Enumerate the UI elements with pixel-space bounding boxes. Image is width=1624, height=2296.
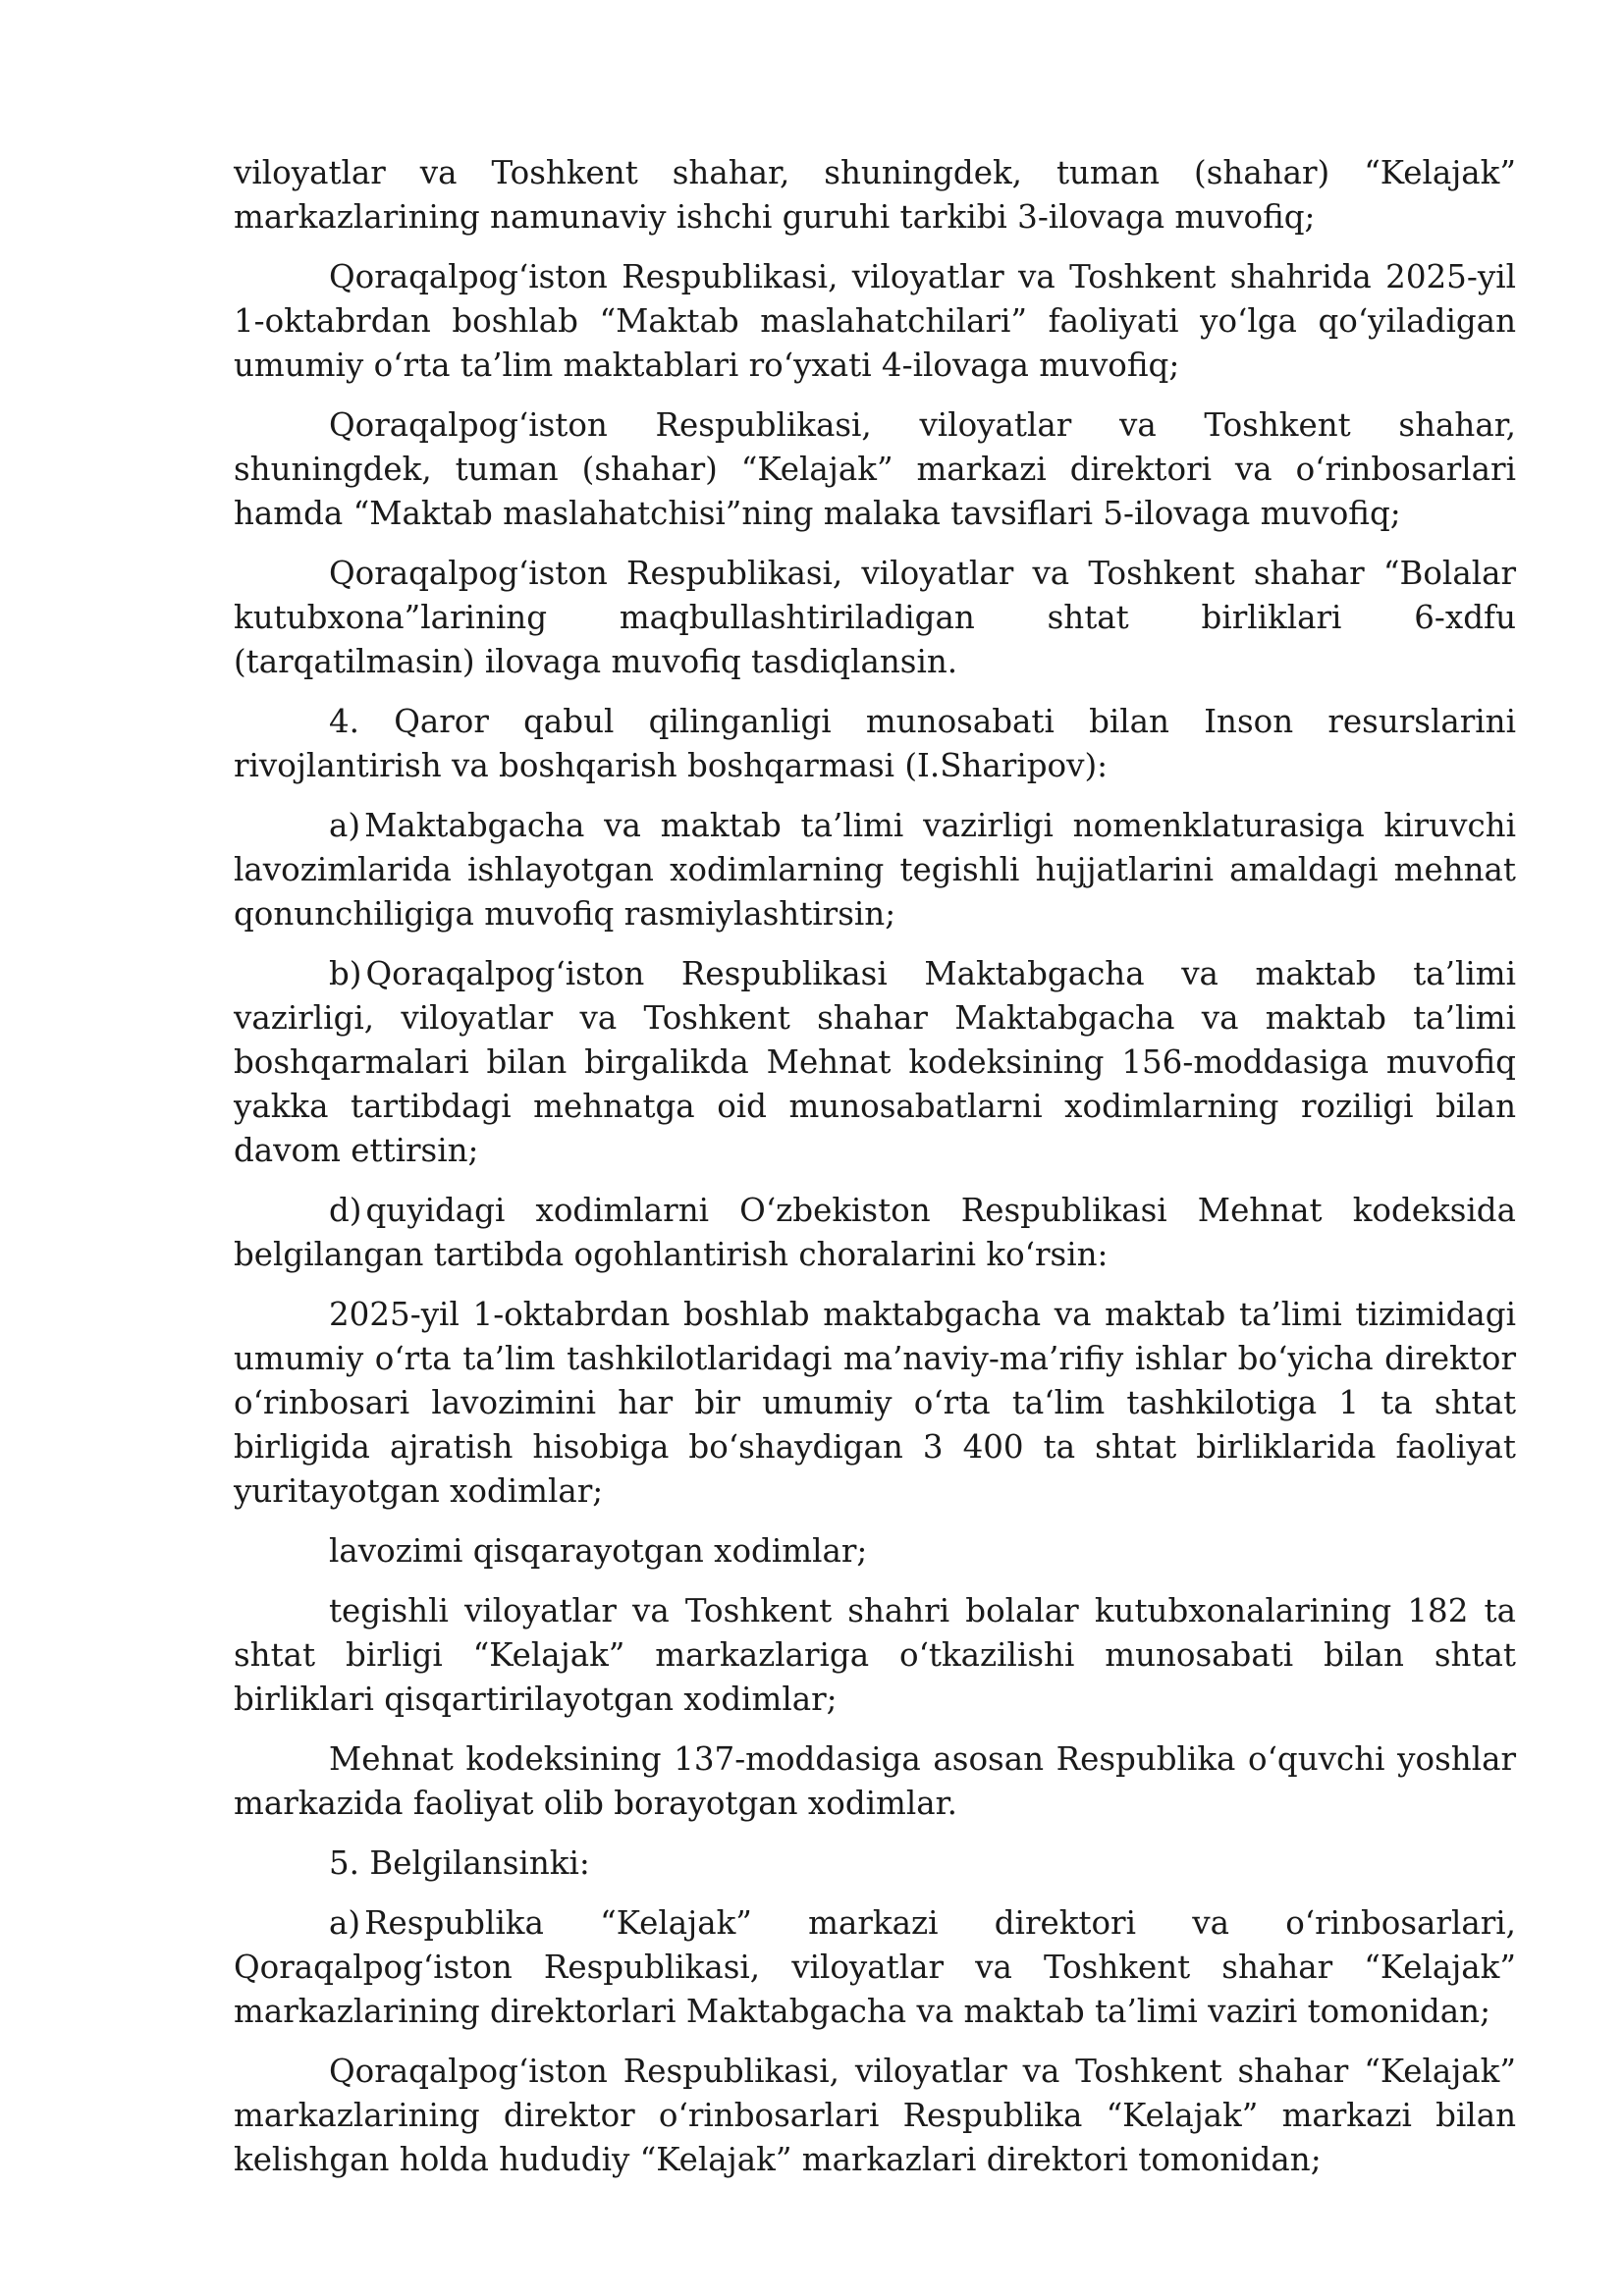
- document-page: [234, 151, 1516, 2198]
- paragraph-appendix-3: viloyatlar va Toshkent shahar, shuningdek, tuman (shahar) “Kelajak” markazlarining namunaviy ishchi guruhi tarkibi 3-ilovaga muvofiq;: [234, 154, 1516, 236]
- paragraph-staff-libraries: tegishli viloyatlar va Toshkent shahri bolalar kutubxonalarining 182 ta shtat birligi “Kelajak” markazlariga o‘tkazilishi munosabati bilan shtat birliklari qisqartirilayotgan xodimlar;: [234, 1592, 1516, 1718]
- paragraph-item-4b: b) Qoraqalpog‘iston Respublikasi Maktabgacha va maktab ta’limi vazirligi, viloyatlar va Toshkent shahar Maktabgacha va maktab ta’limi boshqarmalari bilan birgalikda Mehnat kodeksining 156-moddasiga muvofiq yakka tartibdagi mehnatga oid munosabatlarni xodimlarning roziligi bilan davom ettirsin;: [234, 955, 1516, 1169]
- list-marker: d): [329, 1192, 362, 1229]
- paragraph-item-4d: d) quyidagi xodimlarni O‘zbekiston Respublikasi Mehnat kodeksida belgilangan tartibda ogohlantirish choralarini ko‘rsin:: [234, 1192, 1516, 1273]
- paragraph-appendix-5: Qoraqalpog‘iston Respublikasi, viloyatlar va Toshkent shahar, shuningdek, tuman (shahar) “Kelajak” markazi direktori va o‘rinbosarlari hamda “Maktab maslahatchisi”ning malaka tavsiflari 5-ilovaga muvofiq;: [234, 406, 1516, 532]
- paragraph-staff-reduced-positions: lavozimi qisqarayotgan xodimlar;: [329, 1532, 868, 1570]
- paragraph-staff-deputy-directors: 2025-yil 1-oktabrdan boshlab maktabgacha va maktab ta’limi tizimidagi umumiy o‘rta ta’lim tashkilotlaridagi ma’naviy-ma’rifiy ishlar bo‘yicha direktor o‘rinbosari lavozimini har bir umumiy o‘rta ta‘lim tashkilotiga 1 ta shtat birligida ajratish hisobiga bo‘shaydigan 3 400 ta shtat birliklarida faoliyat yuritayotgan xodimlar;: [234, 1296, 1516, 1510]
- paragraph-item-4: 4. Qaror qabul qilinganligi munosabati bilan Inson resurslarini rivojlantirish va boshqarish boshqarmasi (I.Sharipov):: [234, 703, 1516, 784]
- paragraph-item-5a: a) Respublika “Kelajak” markazi direktori va o‘rinbosarlari, Qoraqalpog‘iston Respublikasi, viloyatlar va Toshkent shahar “Kelajak” markazlarining direktorlari Maktabgacha va maktab ta’limi vaziri tomonidan;: [234, 1904, 1516, 2030]
- paragraph-staff-youth-center: Mehnat kodeksining 137-moddasiga asosan Respublika o‘quvchi yoshlar markazida faoliyat olib borayotgan xodimlar.: [234, 1740, 1516, 1822]
- paragraph-item-4a: a) Maktabgacha va maktab ta’limi vazirligi nomenklaturasiga kiruvchi lavozimlarida ishlayotgan xodimlarning tegishli hujjatlarini amaldagi mehnat qonunchiligiga muvofiq rasmiylashtirsin;: [234, 807, 1516, 933]
- paragraph-regional-deputies: Qoraqalpog‘iston Respublikasi, viloyatlar va Toshkent shahar “Kelajak” markazlarining direktor o‘rinbosarlari Respublika “Kelajak” markazi bilan kelishgan holda hududiy “Kelajak” markazlari direktori tomonidan;: [234, 2053, 1516, 2178]
- list-marker: b): [329, 955, 362, 992]
- paragraph-appendix-4: Qoraqalpog‘iston Respublikasi, viloyatlar va Toshkent shahrida 2025-yil 1-oktabrdan boshlab “Maktab maslahatchilari” faoliyati yo‘lga qo‘yiladigan umumiy o‘rta ta’lim maktablari ro‘yxati 4-ilovaga muvofiq;: [234, 258, 1516, 384]
- list-marker: a): [329, 807, 361, 844]
- list-marker: a): [329, 1904, 361, 1942]
- paragraph-item-5: 5. Belgilansinki:: [329, 1844, 590, 1882]
- paragraph-appendix-6: Qoraqalpog‘iston Respublikasi, viloyatlar va Toshkent shahar “Bolalar kutubxona”larining maqbullashtiriladigan shtat birliklari 6-xdfu (tarqatilmasin) ilovaga muvofiq tasdiqlansin.: [234, 555, 1516, 680]
